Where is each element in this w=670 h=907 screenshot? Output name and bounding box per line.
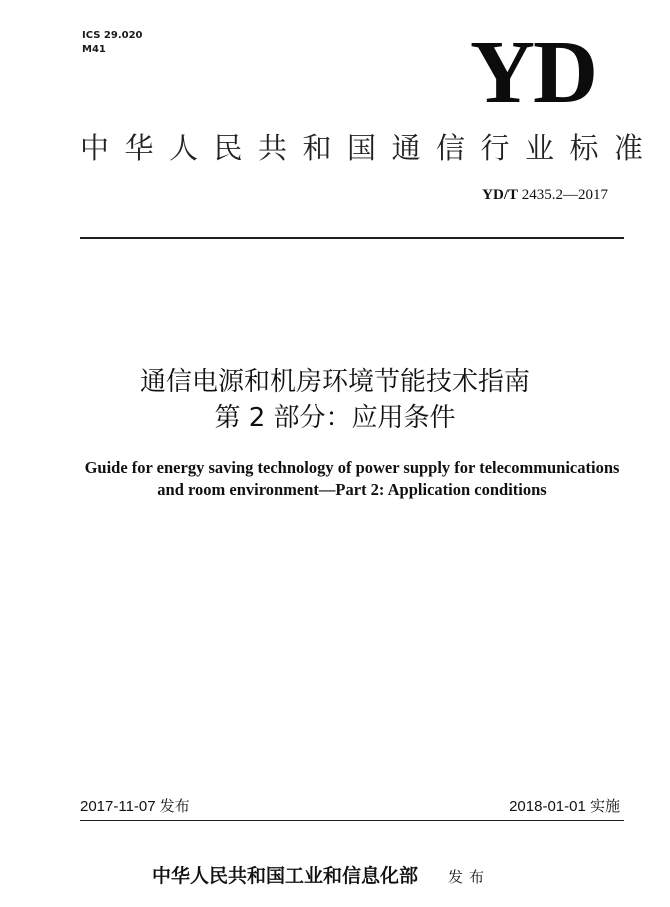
yd-logo: YD — [470, 23, 596, 122]
standard-number-value: 2435.2—2017 — [521, 187, 608, 203]
publisher-name: 中华人民共和国工业和信息化部 — [152, 865, 419, 887]
top-divider — [80, 237, 624, 239]
implementation-date: 2018-01-01 实施 — [509, 798, 620, 815]
publisher-line — [152, 863, 490, 890]
classification-block — [82, 29, 143, 57]
chinese-title-line-2: 第 2 部分：应用条件 — [214, 403, 456, 433]
bottom-divider — [80, 820, 624, 821]
date-row — [80, 797, 624, 819]
issue-date: 2017-11-07 发布 — [80, 798, 190, 815]
publisher-verb: 发布 — [448, 868, 491, 886]
standard-category-title: 中华人民共和国通信行业标准 — [80, 131, 659, 165]
chinese-title-line-1: 通信电源和机房环境节能技术指南 — [139, 367, 530, 397]
ccs-code: M41 — [82, 44, 106, 55]
standard-code: YD/T — [482, 187, 518, 203]
ics-code: ICS 29.020 — [82, 30, 143, 41]
standard-number — [482, 186, 608, 204]
chinese-title — [0, 364, 670, 436]
english-title: Guide for energy saving technology of power supply for telecommunications and room environment—Part 2: Application conditions — [84, 458, 620, 499]
